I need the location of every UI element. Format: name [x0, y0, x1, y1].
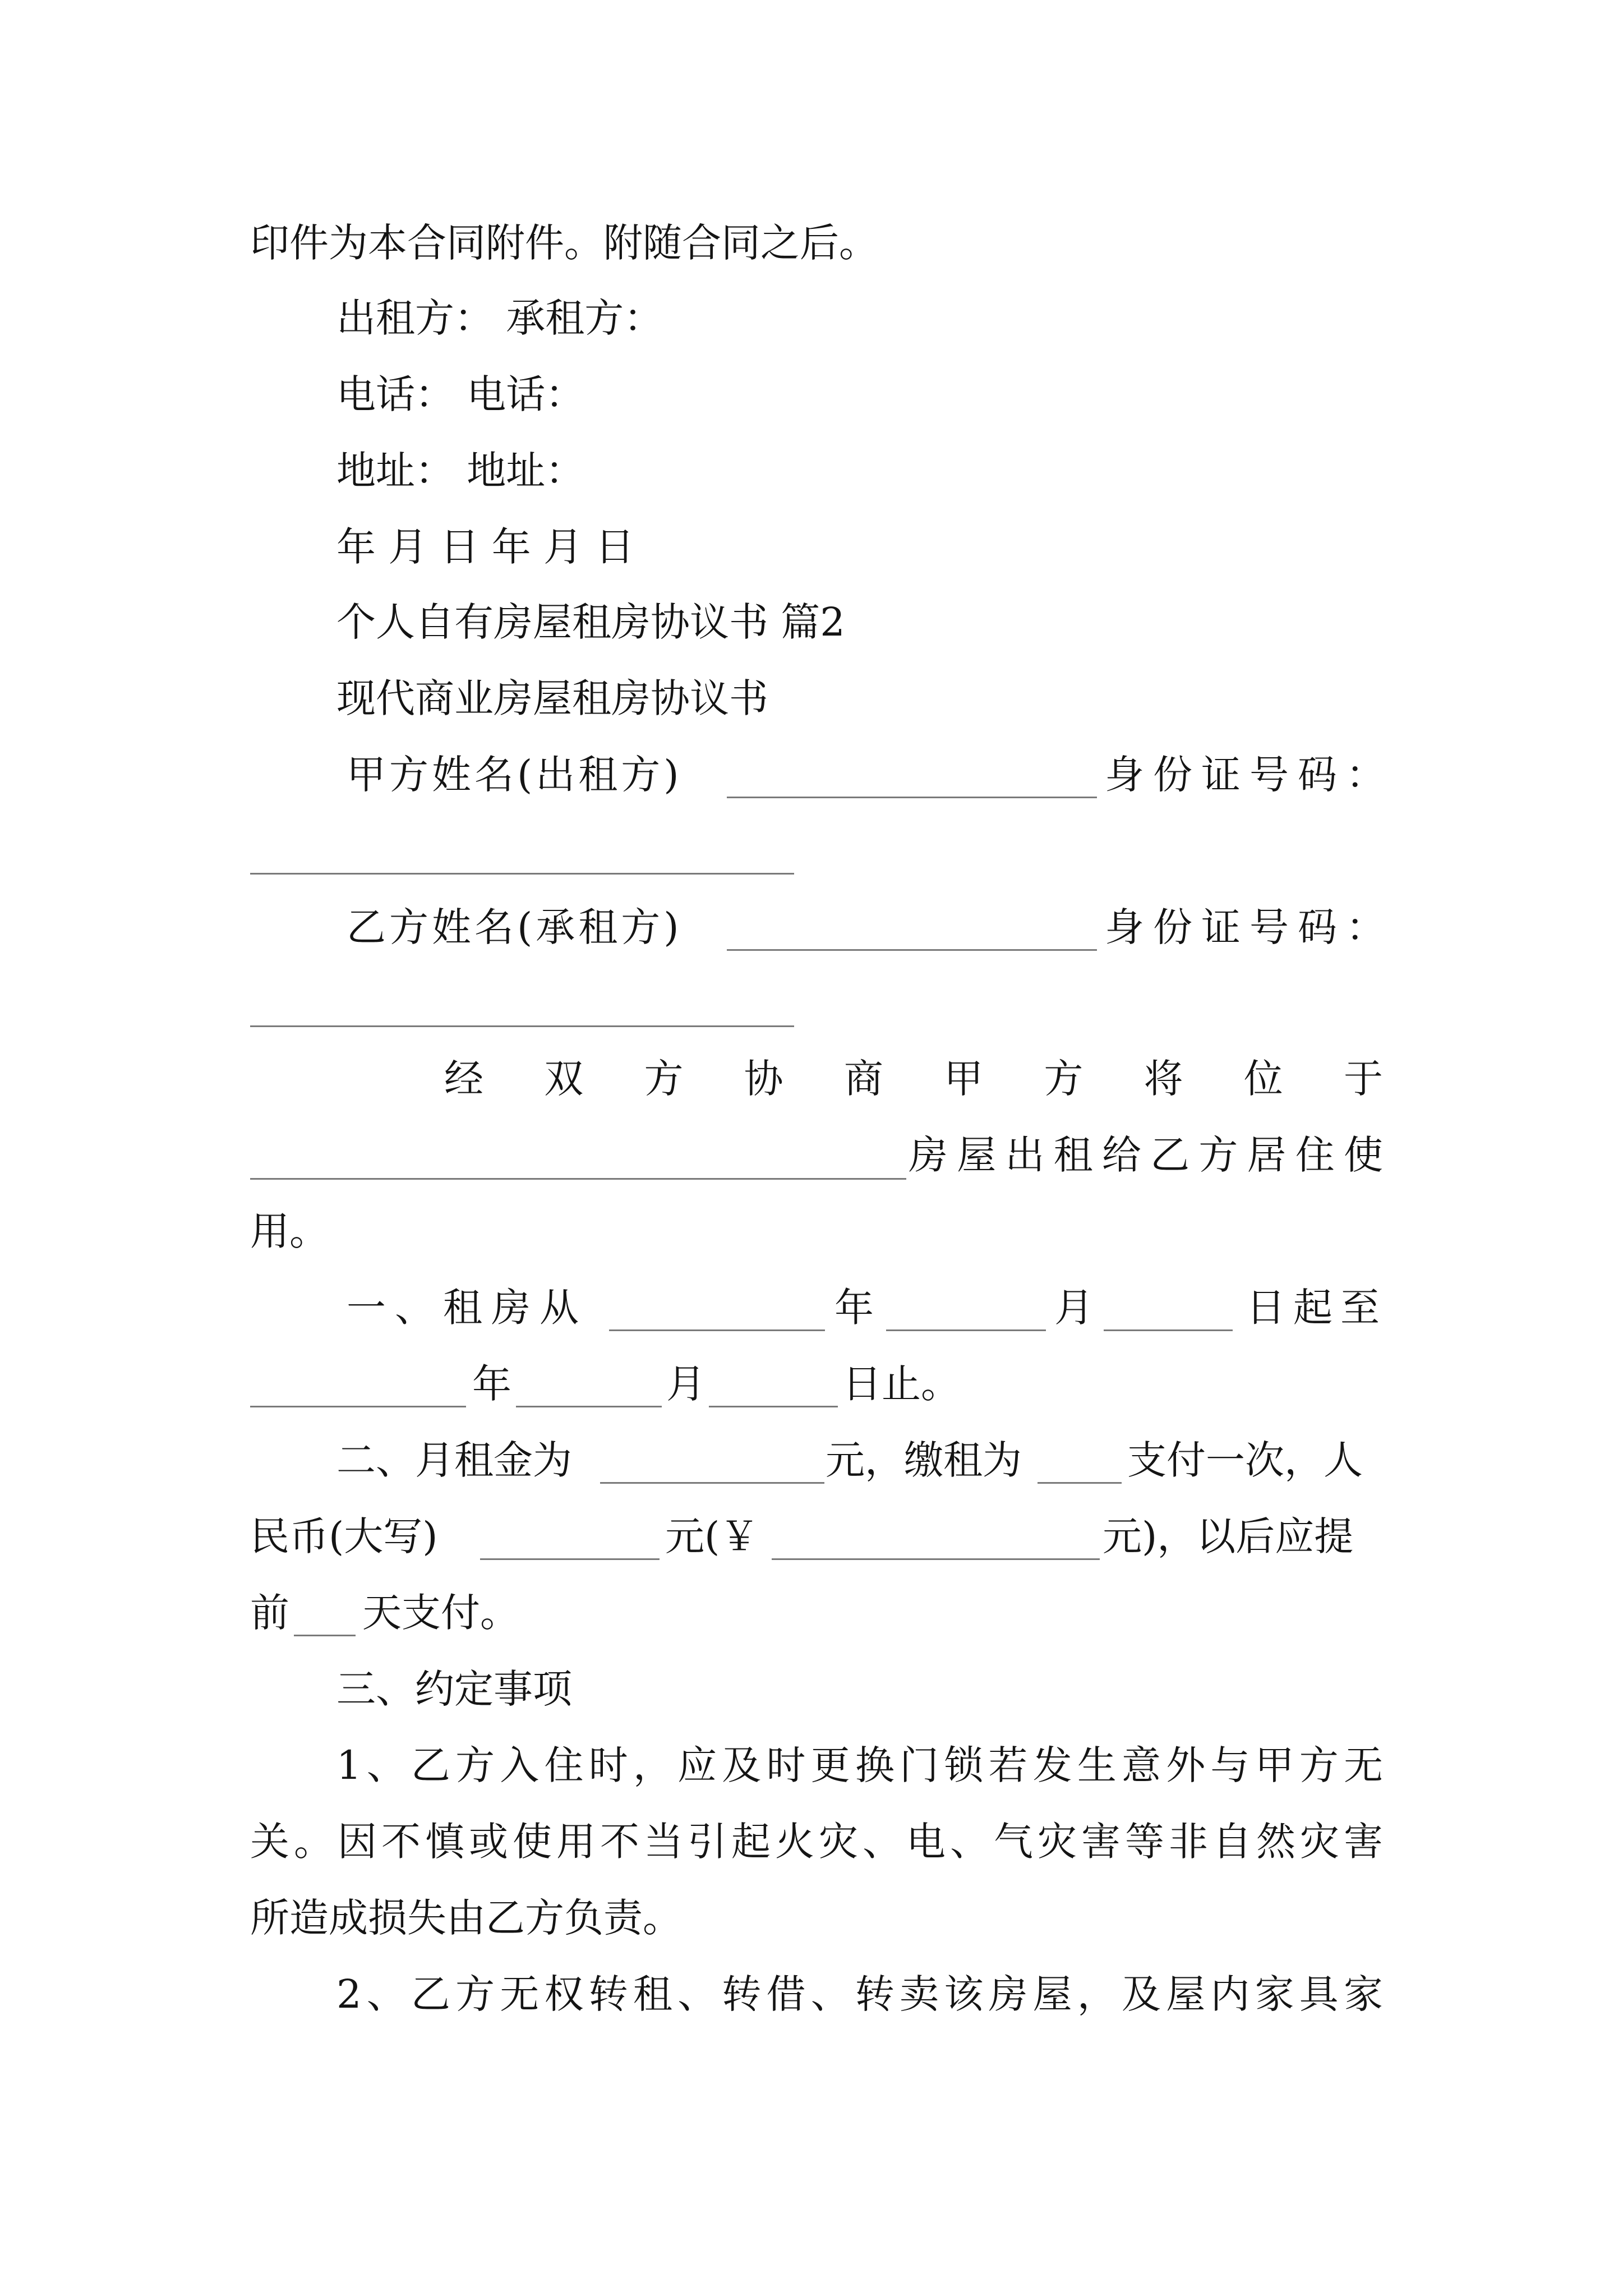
rent-advance-label: 元)，以后应提	[1103, 1513, 1354, 1559]
intro-char: 甲	[944, 1056, 984, 1102]
item1-line-2: 关。因不慎或使用不当引起火灾、电、气灾害等非自然灾害	[250, 1819, 1383, 1865]
party-b-name-blank	[727, 949, 1097, 951]
item1-line-1: 1、乙方入住时，应及时更换门锁若发生意外与甲方无	[336, 1742, 1383, 1788]
document-title: 现代商业房屋租房协议书	[336, 675, 768, 721]
term-year-label: 年	[834, 1285, 874, 1331]
term-start-label: 一、租房从	[347, 1285, 588, 1331]
term-start-year-blank	[609, 1329, 825, 1331]
rent-uppercase-label: 民币(大写)	[250, 1513, 438, 1559]
party-b-name-label: 乙方姓名(承租方)	[347, 904, 683, 950]
term-end-day-blank	[709, 1406, 838, 1407]
term-year2-label: 年	[472, 1361, 511, 1407]
intro-char: 协	[744, 1056, 783, 1102]
intro-char: 方	[644, 1056, 684, 1102]
intro-char: 经	[444, 1056, 483, 1102]
intro-char: 方	[1044, 1056, 1083, 1102]
rent-before-label: 前	[250, 1590, 289, 1636]
term-start-day-blank	[1104, 1329, 1233, 1331]
rent-yuan-label: 元(￥	[665, 1513, 759, 1559]
party-a-id-label: 身份证号码：	[1105, 752, 1394, 798]
rent-uppercase-blank	[480, 1558, 660, 1560]
intro-char: 将	[1144, 1056, 1183, 1102]
rent-days-label: 天支付。	[362, 1590, 519, 1636]
section-heading-chapter2: 个人自有房屋租房协议书 篇2	[336, 599, 845, 645]
rent-cycle-blank	[1038, 1482, 1122, 1484]
rent-payment-label: 元，缴租为	[826, 1437, 1022, 1483]
party-b-id-label: 身份证号码：	[1105, 904, 1394, 950]
rent-pay-once-label: 支付一次，人	[1127, 1437, 1363, 1483]
section3-heading: 三、约定事项	[336, 1666, 572, 1712]
intro-line-2: 房屋出租给乙方居住使	[909, 1132, 1383, 1178]
rent-label: 二、月租金为	[336, 1437, 572, 1483]
term-month-label: 月	[1054, 1285, 1094, 1331]
intro-line-3: 用。	[250, 1208, 329, 1254]
text-line-dates: 年 月 日 年 月 日	[336, 524, 635, 570]
rent-amount-blank	[600, 1482, 824, 1484]
item2-line-1: 2、乙方无权转租、转借、转卖该房屋，及屋内家具家	[336, 1971, 1383, 2017]
item1-line-3: 所造成损失由乙方负责。	[250, 1895, 682, 1941]
text-line-parties: 出租方： 承租方：	[336, 295, 663, 341]
intro-char: 于	[1343, 1056, 1383, 1102]
text-line-attachment: 印件为本合同附件。附随合同之后。	[250, 220, 878, 266]
term-month2-label: 月	[666, 1361, 706, 1407]
party-b-id-blank	[250, 1025, 794, 1027]
rent-days-blank	[294, 1635, 356, 1636]
party-a-name-label: 甲方姓名(出租方)	[347, 752, 683, 798]
rent-figure-blank	[772, 1558, 1100, 1560]
intro-char: 双	[544, 1056, 584, 1102]
intro-spread-line	[444, 1056, 1383, 1102]
text-line-phone: 电话： 电话：	[336, 371, 585, 417]
intro-char: 商	[843, 1056, 883, 1102]
term-end-year-blank	[250, 1406, 466, 1407]
term-day-to-label: 日止。	[842, 1361, 960, 1407]
party-a-id-blank	[250, 873, 794, 875]
term-start-month-blank	[886, 1329, 1046, 1331]
term-end-month-blank	[516, 1406, 662, 1407]
intro-char: 位	[1243, 1056, 1283, 1102]
term-day-from-label: 日起至	[1246, 1285, 1387, 1331]
property-location-blank	[250, 1178, 906, 1180]
party-a-name-blank	[727, 797, 1097, 798]
text-line-address: 地址： 地址：	[336, 448, 585, 494]
